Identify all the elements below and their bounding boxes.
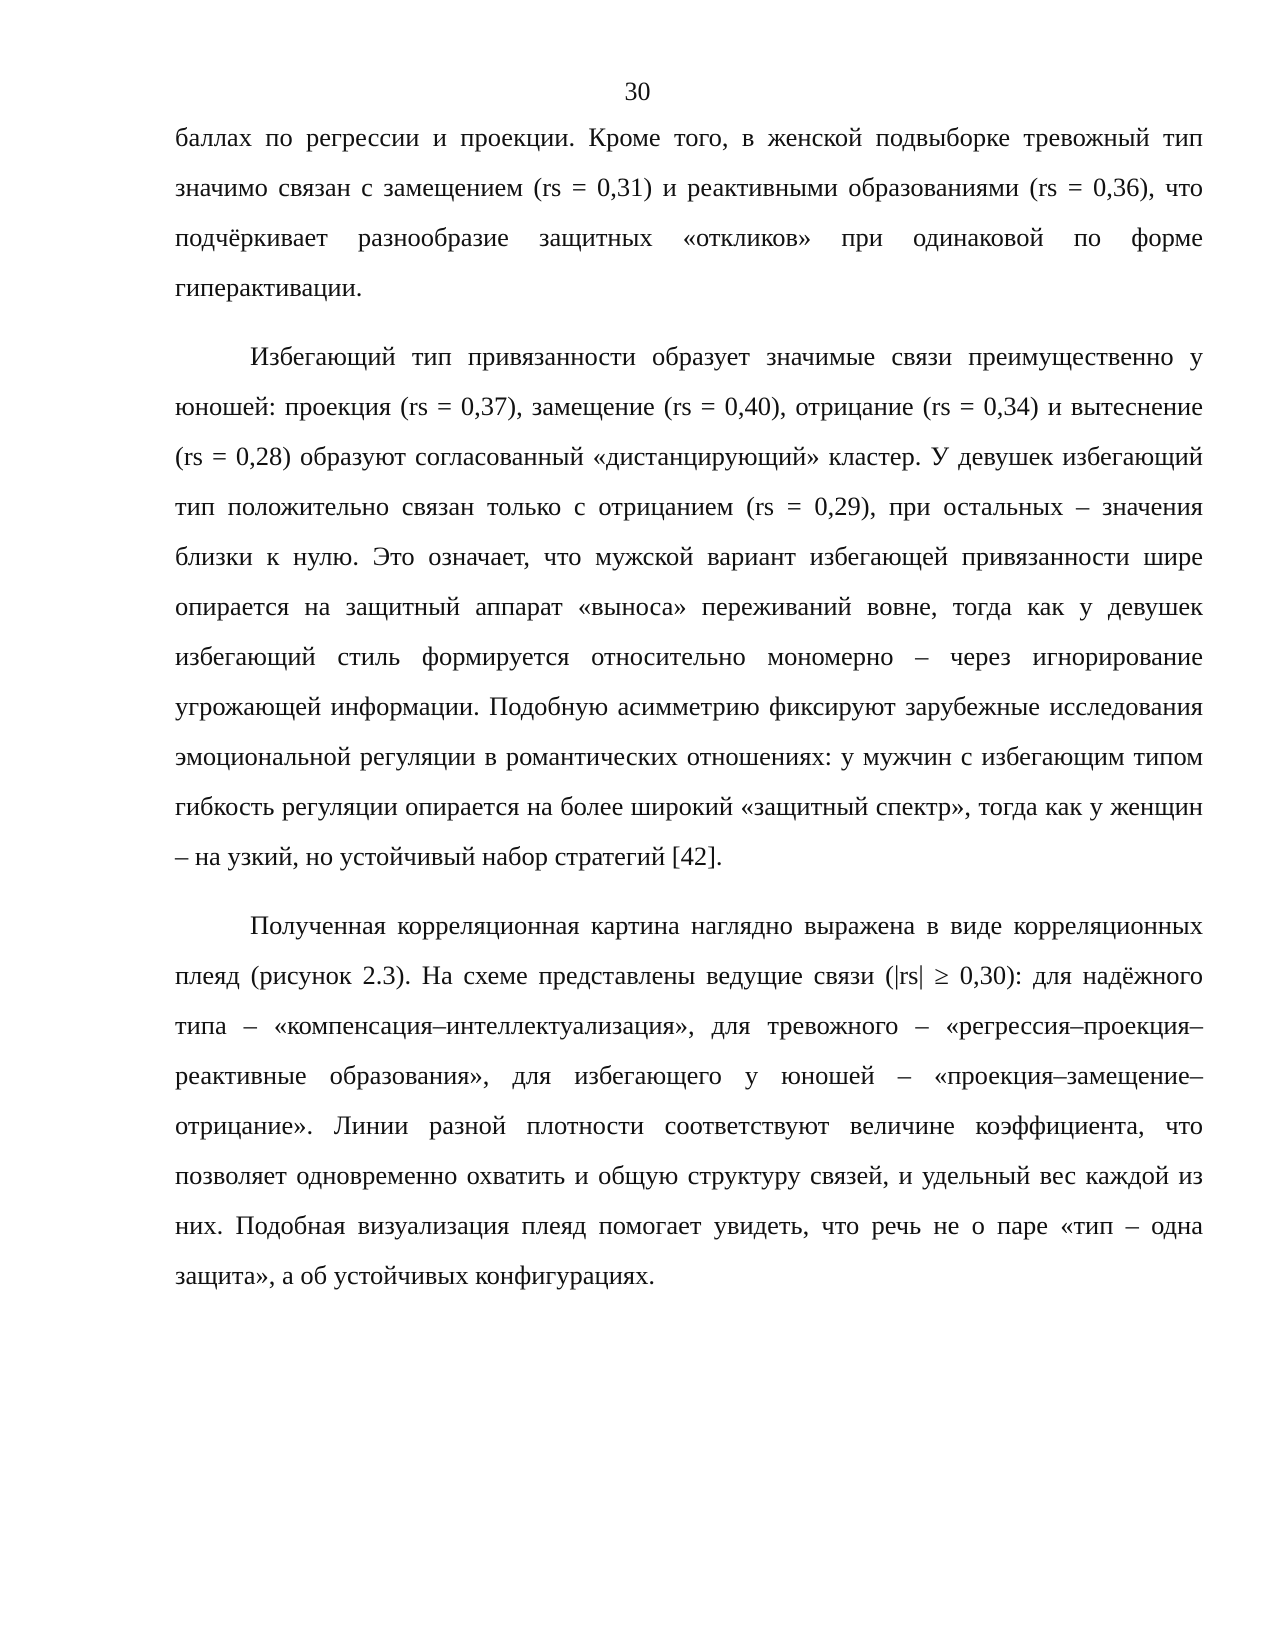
paragraph-correlation-pleiades: Полученная корреляционная картина наглядно выражена в виде корреляционных плеяд (рисунок 2.3). На схеме представлены ведущие связи (|rs| ≥ 0,30): для надёжного типа – «компенсация–интеллектуализация», для тревожного – «регрессия–проекция–реактивные образования», для избегающего у юношей – «проекция–замещение–отрицание». Линии разной плотности соответствуют величине коэффициента, что позволяет одновременно охватить и общую структуру связей, и удельный вес каждой из них. Подобная визуализация плеяд помогает увидеть, что речь не о паре «тип – одна защита», а об устойчивых конфигурациях. bbox=[175, 910, 1203, 1290]
paragraph-continuation: баллах по регрессии и проекции. Кроме того, в женской подвыборке тревожный тип значимо связан с замещением (rs = 0,31) и реактивными образованиями (rs = 0,36), что подчёркивает разнообразие защитных «откликов» при одинаковой по форме гиперактивации. bbox=[175, 122, 1203, 302]
paragraph-avoidant-type: Избегающий тип привязанности образует значимые связи преимущественно у юношей: проекция (rs = 0,37), замещение (rs = 0,40), отрицание (rs = 0,34) и вытеснение (rs = 0,28) образуют согласованный «дистанцирующий» кластер. У девушек избегающий тип положительно связан только с отрицанием (rs = 0,29), при остальных – значения близки к нулю. Это означает, что мужской вариант избегающей привязанности шире опирается на защитный аппарат «выноса» переживаний вовне, тогда как у девушек избегающий стиль формируется относительно мономерно – через игнорирование угрожающей информации. Подобную асимметрию фиксируют зарубежные исследования эмоциональной регуляции в романтических отношениях: у мужчин с избегающим типом гибкость регуляции опирается на более широкий «защитный спектр», тогда как у женщин – на узкий, но устойчивый набор стратегий [42]. bbox=[175, 341, 1203, 871]
page-number: 30 bbox=[624, 77, 651, 106]
document-body bbox=[175, 112, 1203, 1300]
